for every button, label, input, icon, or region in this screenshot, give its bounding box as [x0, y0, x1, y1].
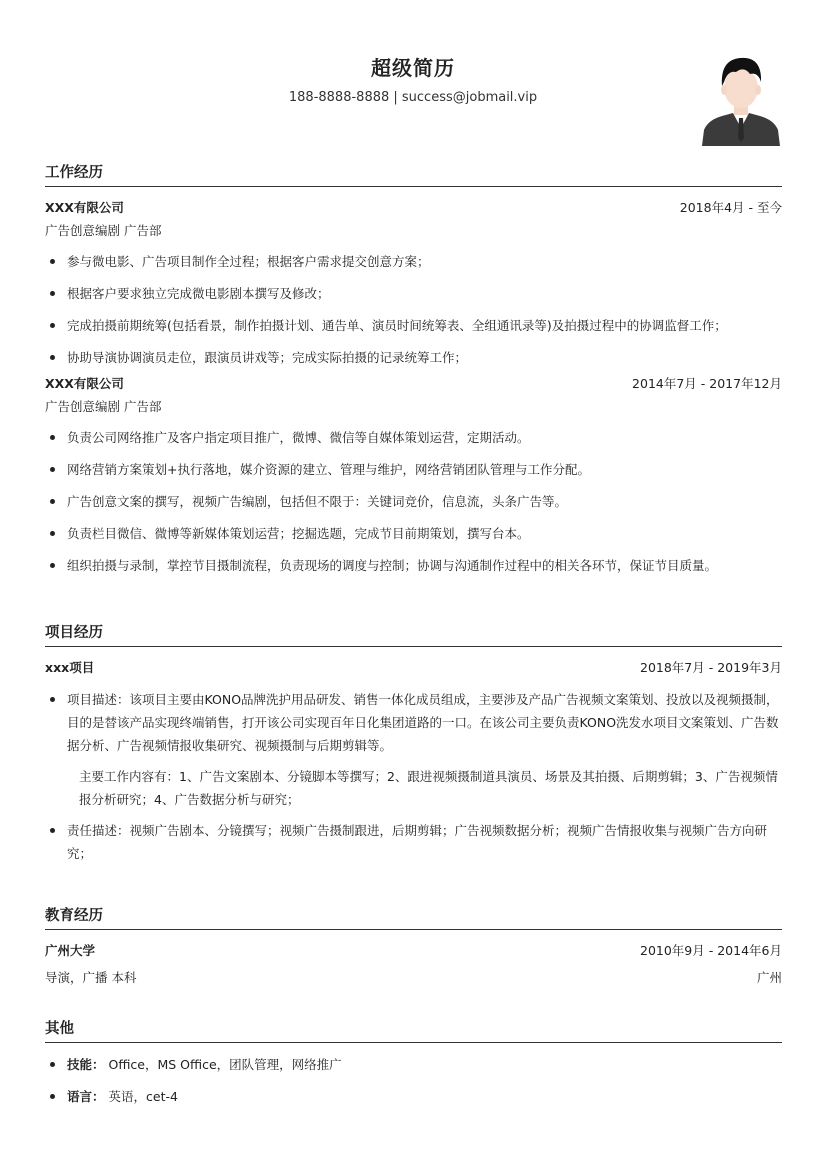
project-date: 2018年7月 - 2019年3月 [640, 660, 782, 675]
list-item: 完成拍摄前期统筹(包括看景，制作拍摄计划、通告单、演员时间统筹表、全组通讯录等)及拍摄过程中的协调监督工作； [45, 314, 782, 337]
list-item: 负责公司网络推广及客户指定项目推广，微博、微信等自媒体策划运营，定期活动。 [45, 426, 782, 449]
company-name: XXX有限公司 [45, 200, 124, 215]
language-value: 英语，cet-4 [108, 1089, 178, 1104]
list-item: 组织拍摄与录制，掌控节目摄制流程，负责现场的调度与控制；协调与沟通制作过程中的相关各环节，保证节目质量。 [45, 554, 782, 577]
education-city: 广州 [756, 970, 782, 985]
list-item: 参与微电影、广告项目制作全过程；根据客户需求提交创意方案； [45, 250, 782, 273]
resume-title: 超级简历 [371, 56, 455, 80]
list-item: 广告创意文案的撰写，视频广告编剧，包括但不限于：关键词竞价，信息流，头条广告等。 [45, 490, 782, 513]
project-main-work: 主要工作内容有：1、广告文案剧本、分镜脚本等撰写；2、跟进视频摄制道具演员、场景及其拍摄、后期剪辑；3、广告视频情报分析研究；4、广告数据分析与研究； [79, 769, 778, 807]
contact-info: 188-8888-8888 | success@jobmail.vip [288, 90, 538, 105]
skills-label: 技能： [67, 1057, 105, 1072]
list-item: 网络营销方案策划+执行落地，媒介资源的建立、管理与维护，网络营销团队管理与工作分配。 [45, 458, 782, 481]
project-bullets [45, 688, 782, 865]
skills-value: Office，MS Office，团队管理，网络推广 [108, 1057, 342, 1072]
language-label: 语言： [67, 1089, 105, 1104]
other-section [45, 1016, 782, 1117]
other-bullets [45, 1053, 782, 1108]
education-heading: 教育经历 [45, 903, 782, 930]
job-bullets [45, 426, 782, 577]
project-desc: 项目描述：该项目主要由KONO品牌洗护用品研发、销售一体化成员组成，主要涉及产品广告视频文案策划、投放以及视频摄制，目的是替该产品实现终端销售，打开该公司实现百年日化集团道路的一口。在该公司主要负责KONO洗发水项目文案策划、广告数据分析、广告视频情报收集研究、视频摄制与后期剪辑等。 [67, 692, 779, 753]
work-section [45, 160, 782, 586]
job-row [45, 198, 782, 218]
project-section [45, 620, 782, 874]
education-major: 导演，广播 本科 [45, 970, 137, 985]
list-item [45, 1085, 782, 1108]
list-item: 责任描述：视频广告剧本、分镜撰写；视频广告摄制跟进，后期剪辑；广告视频数据分析；视频广告情报收集与视频广告方向研究； [45, 819, 782, 865]
education-section [45, 903, 782, 988]
avatar-icon [700, 52, 782, 146]
job-role: 广告创意编剧 广告部 [45, 223, 162, 238]
project-row [45, 658, 782, 678]
education-date: 2010年9月 - 2014年6月 [640, 943, 782, 958]
job-date: 2014年7月 - 2017年12月 [632, 376, 782, 391]
education-row [45, 941, 782, 961]
work-heading: 工作经历 [45, 160, 782, 187]
job-bullets [45, 250, 782, 369]
education-detail-row [45, 968, 782, 988]
school-name: 广州大学 [45, 943, 96, 958]
list-item: 负责栏目微信、微博等新媒体策划运营；挖掘选题，完成节目前期策划，撰写台本。 [45, 522, 782, 545]
list-item: 根据客户要求独立完成微电影剧本撰写及修改； [45, 282, 782, 305]
job-role: 广告创意编剧 广告部 [45, 399, 162, 414]
list-item [45, 1053, 782, 1076]
job-row [45, 374, 782, 394]
job-date: 2018年4月 - 至今 [679, 200, 782, 215]
list-item [45, 688, 782, 811]
list-item: 协助导演协调演员走位，跟演员讲戏等；完成实际拍摄的记录统筹工作； [45, 346, 782, 369]
project-name: xxx项目 [45, 660, 95, 675]
project-heading: 项目经历 [45, 620, 782, 647]
company-name: XXX有限公司 [45, 376, 124, 391]
other-heading: 其他 [45, 1016, 782, 1043]
